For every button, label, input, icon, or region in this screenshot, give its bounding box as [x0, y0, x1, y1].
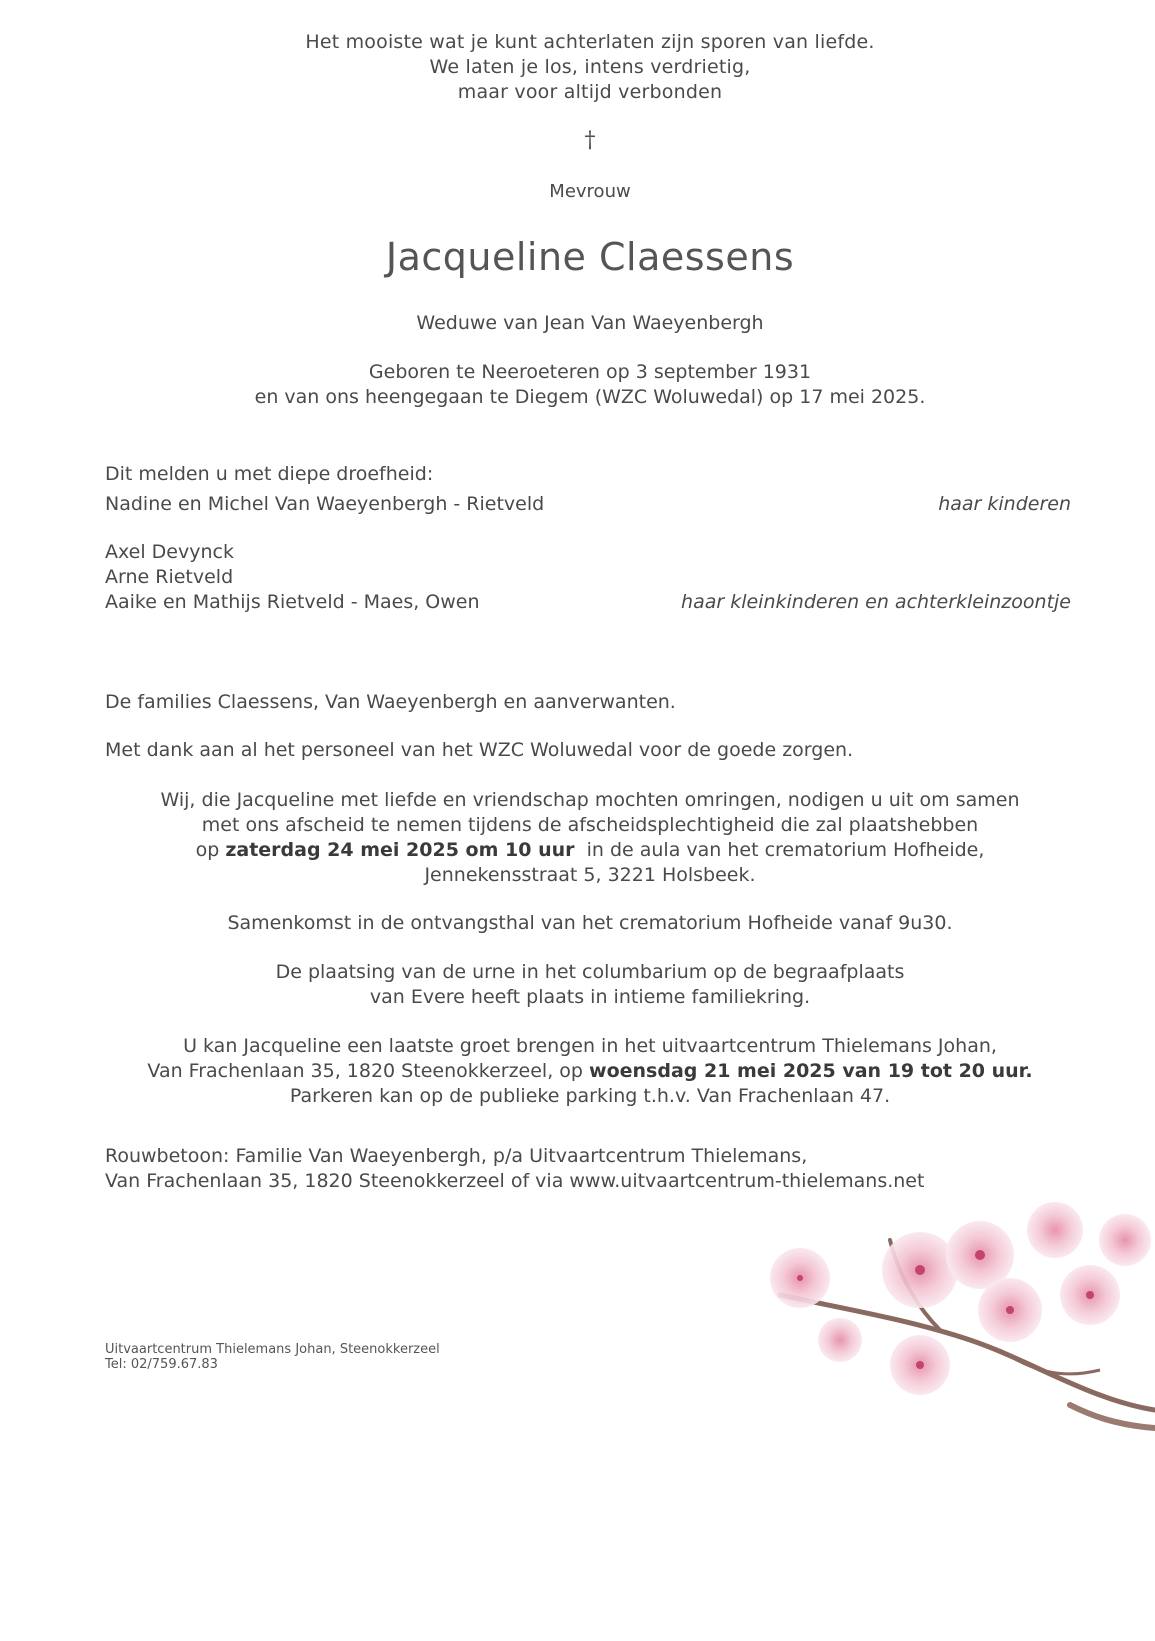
title-prefix: Mevrouw	[549, 181, 631, 202]
grandchildren-row	[105, 540, 1071, 615]
ceremony-info	[0, 788, 1155, 888]
grandchildren-names	[105, 540, 480, 615]
death-line: en van ons heengegaan te Diegem (WZC Woluwedal) op 17 mei 2025.	[254, 386, 926, 408]
visit-date: woensdag 21 mei 2025 van 19 tot 20 uur.	[589, 1060, 1033, 1082]
ceremony-line-1: Wij, die Jacqueline met liefde en vriendschap mochten omringen, nodigen u uit om samen	[160, 789, 1020, 811]
ceremony-line-3-pre: op	[195, 839, 226, 861]
birth-death-info	[0, 360, 1155, 410]
widow-of: Weduwe van Jean Van Waeyenbergh	[416, 312, 764, 334]
birth-line: Geboren te Neeroeteren op 3 september 1931	[368, 361, 812, 383]
ceremony-line-2: met ons afscheid te nemen tijdens de afscheidsplechtigheid die zal plaatshebben	[201, 814, 979, 836]
visit-info	[0, 1034, 1155, 1109]
children-names: Nadine en Michel Van Waeyenbergh - Rietveld	[105, 493, 545, 515]
condolence-info	[105, 1144, 924, 1194]
urn-line-2: van Evere heeft plaats in intieme familiekring.	[369, 986, 811, 1008]
ceremony-line-3	[0, 838, 1155, 863]
intro-quote	[0, 30, 1155, 105]
blossom-branch-image	[770, 1200, 1155, 1440]
intro-line-1: Het mooiste wat je kunt achterlaten zijn sporen van liefde.	[305, 31, 875, 53]
ceremony-date: zaterdag 24 mei 2025 om 10 uur	[225, 839, 575, 861]
ceremony-address: Jennekensstraat 5, 3221 Holsbeek.	[424, 864, 756, 886]
grandchild-name: Axel Devynck	[105, 541, 234, 563]
grandchildren-role: haar kleinkinderen en achterkleinzoontje	[681, 591, 1071, 613]
visit-line-2-pre: Van Frachenlaan 35, 1820 Steenokkerzeel, op	[147, 1060, 590, 1082]
grandchild-name: Arne Rietveld	[105, 566, 234, 588]
children-row	[105, 492, 1071, 517]
urn-line-1: De plaatsing van de urne in het columbarium op de begraafplaats	[275, 961, 905, 983]
grandchild-name: Aaike en Mathijs Rietveld - Maes, Owen	[105, 591, 480, 613]
condolence-line-2: Van Frachenlaan 35, 1820 Steenokkerzeel of via www.uitvaartcentrum-thielemans.net	[105, 1170, 925, 1192]
gathering-line: Samenkomst in de ontvangsthal van het crematorium Hofheide vanaf 9u30.	[227, 912, 953, 934]
visit-line-2	[0, 1059, 1155, 1084]
thanks-line: Met dank aan al het personeel van het WZC Woluwedal voor de goede zorgen.	[105, 739, 854, 761]
funeral-home-footer	[105, 1342, 440, 1372]
children-role: haar kinderen	[938, 493, 1071, 515]
footer-phone: Tel: 02/759.67.83	[105, 1357, 218, 1372]
footer-line-1: Uitvaartcentrum Thielemans Johan, Steenokkerzeel	[105, 1342, 440, 1357]
families-line: De families Claessens, Van Waeyenbergh en aanverwanten.	[105, 691, 676, 713]
urn-info	[0, 960, 1155, 1010]
intro-line-3: maar voor altijd verbonden	[457, 81, 723, 103]
intro-line-2: We laten je los, intens verdrietig,	[429, 56, 751, 78]
condolence-line-1: Rouwbetoon: Familie Van Waeyenbergh, p/a Uitvaartcentrum Thielemans,	[105, 1145, 808, 1167]
announcement: Dit melden u met diepe droefheid:	[105, 463, 434, 485]
visit-line-3: Parkeren kan op de publieke parking t.h.v. Van Frachenlaan 47.	[289, 1085, 891, 1107]
deceased-name: Jacqueline Claessens	[385, 235, 795, 279]
visit-line-1: U kan Jacqueline een laatste groet brengen in het uitvaartcentrum Thielemans Johan,	[183, 1035, 997, 1057]
ceremony-line-3-post: in de aula van het crematorium Hofheide,	[574, 839, 985, 861]
cross-icon: †	[584, 128, 596, 153]
